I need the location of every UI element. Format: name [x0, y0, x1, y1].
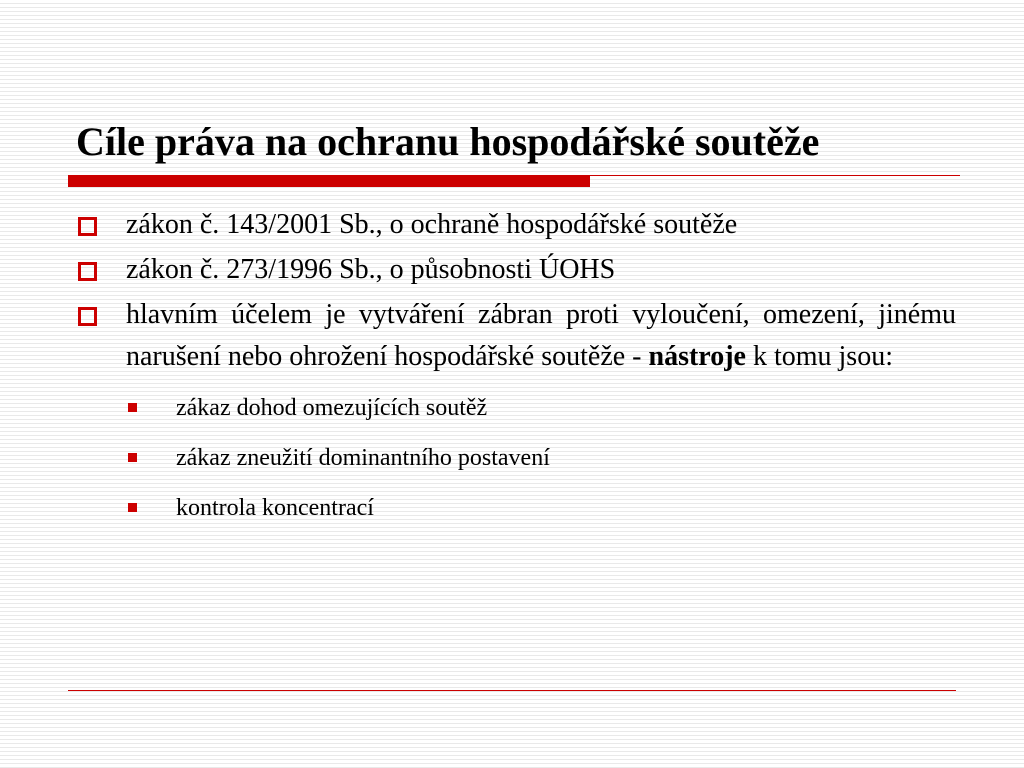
bullet-item-2	[76, 249, 956, 291]
sub-bullet-item-1	[76, 390, 956, 426]
bullet-item-text: zákon č. 273/1996 Sb., o působnosti ÚOHS	[126, 254, 616, 285]
bullet-item-3	[76, 294, 956, 378]
bullet-item-bold-term: nástroje	[648, 341, 746, 372]
sub-bullet-item-2	[76, 440, 956, 476]
filled-square-icon	[128, 453, 137, 462]
bullet-item-text-after: k tomu jsou:	[745, 341, 893, 372]
sub-bullet-item-3	[76, 490, 956, 526]
footer-rule	[68, 690, 956, 691]
filled-square-icon	[128, 503, 137, 512]
slide-title: Cíle práva na ochranu hospodářské soutěže	[76, 119, 820, 164]
title-accent-rule	[68, 175, 590, 187]
hollow-square-icon	[78, 217, 97, 236]
title-thin-rule	[590, 175, 960, 176]
filled-square-icon	[128, 403, 137, 412]
sub-bullet-item-text: zákaz zneužití dominantního postavení	[176, 445, 550, 471]
sub-bullet-item-text: kontrola koncentrací	[176, 495, 374, 521]
sub-bullet-item-text: zákaz dohod omezujících soutěž	[176, 395, 488, 421]
bullet-item-1	[76, 204, 956, 246]
hollow-square-icon	[78, 307, 97, 326]
bullet-item-text: zákon č. 143/2001 Sb., o ochraně hospodářské soutěže	[126, 209, 738, 240]
bullet-item-text-before: hlavním účelem je vytváření zábran proti vyloučení, omezení, jinému narušení nebo ohrožení hospodářské soutěže -	[126, 299, 956, 372]
slide-content	[76, 204, 956, 540]
hollow-square-icon	[78, 262, 97, 281]
